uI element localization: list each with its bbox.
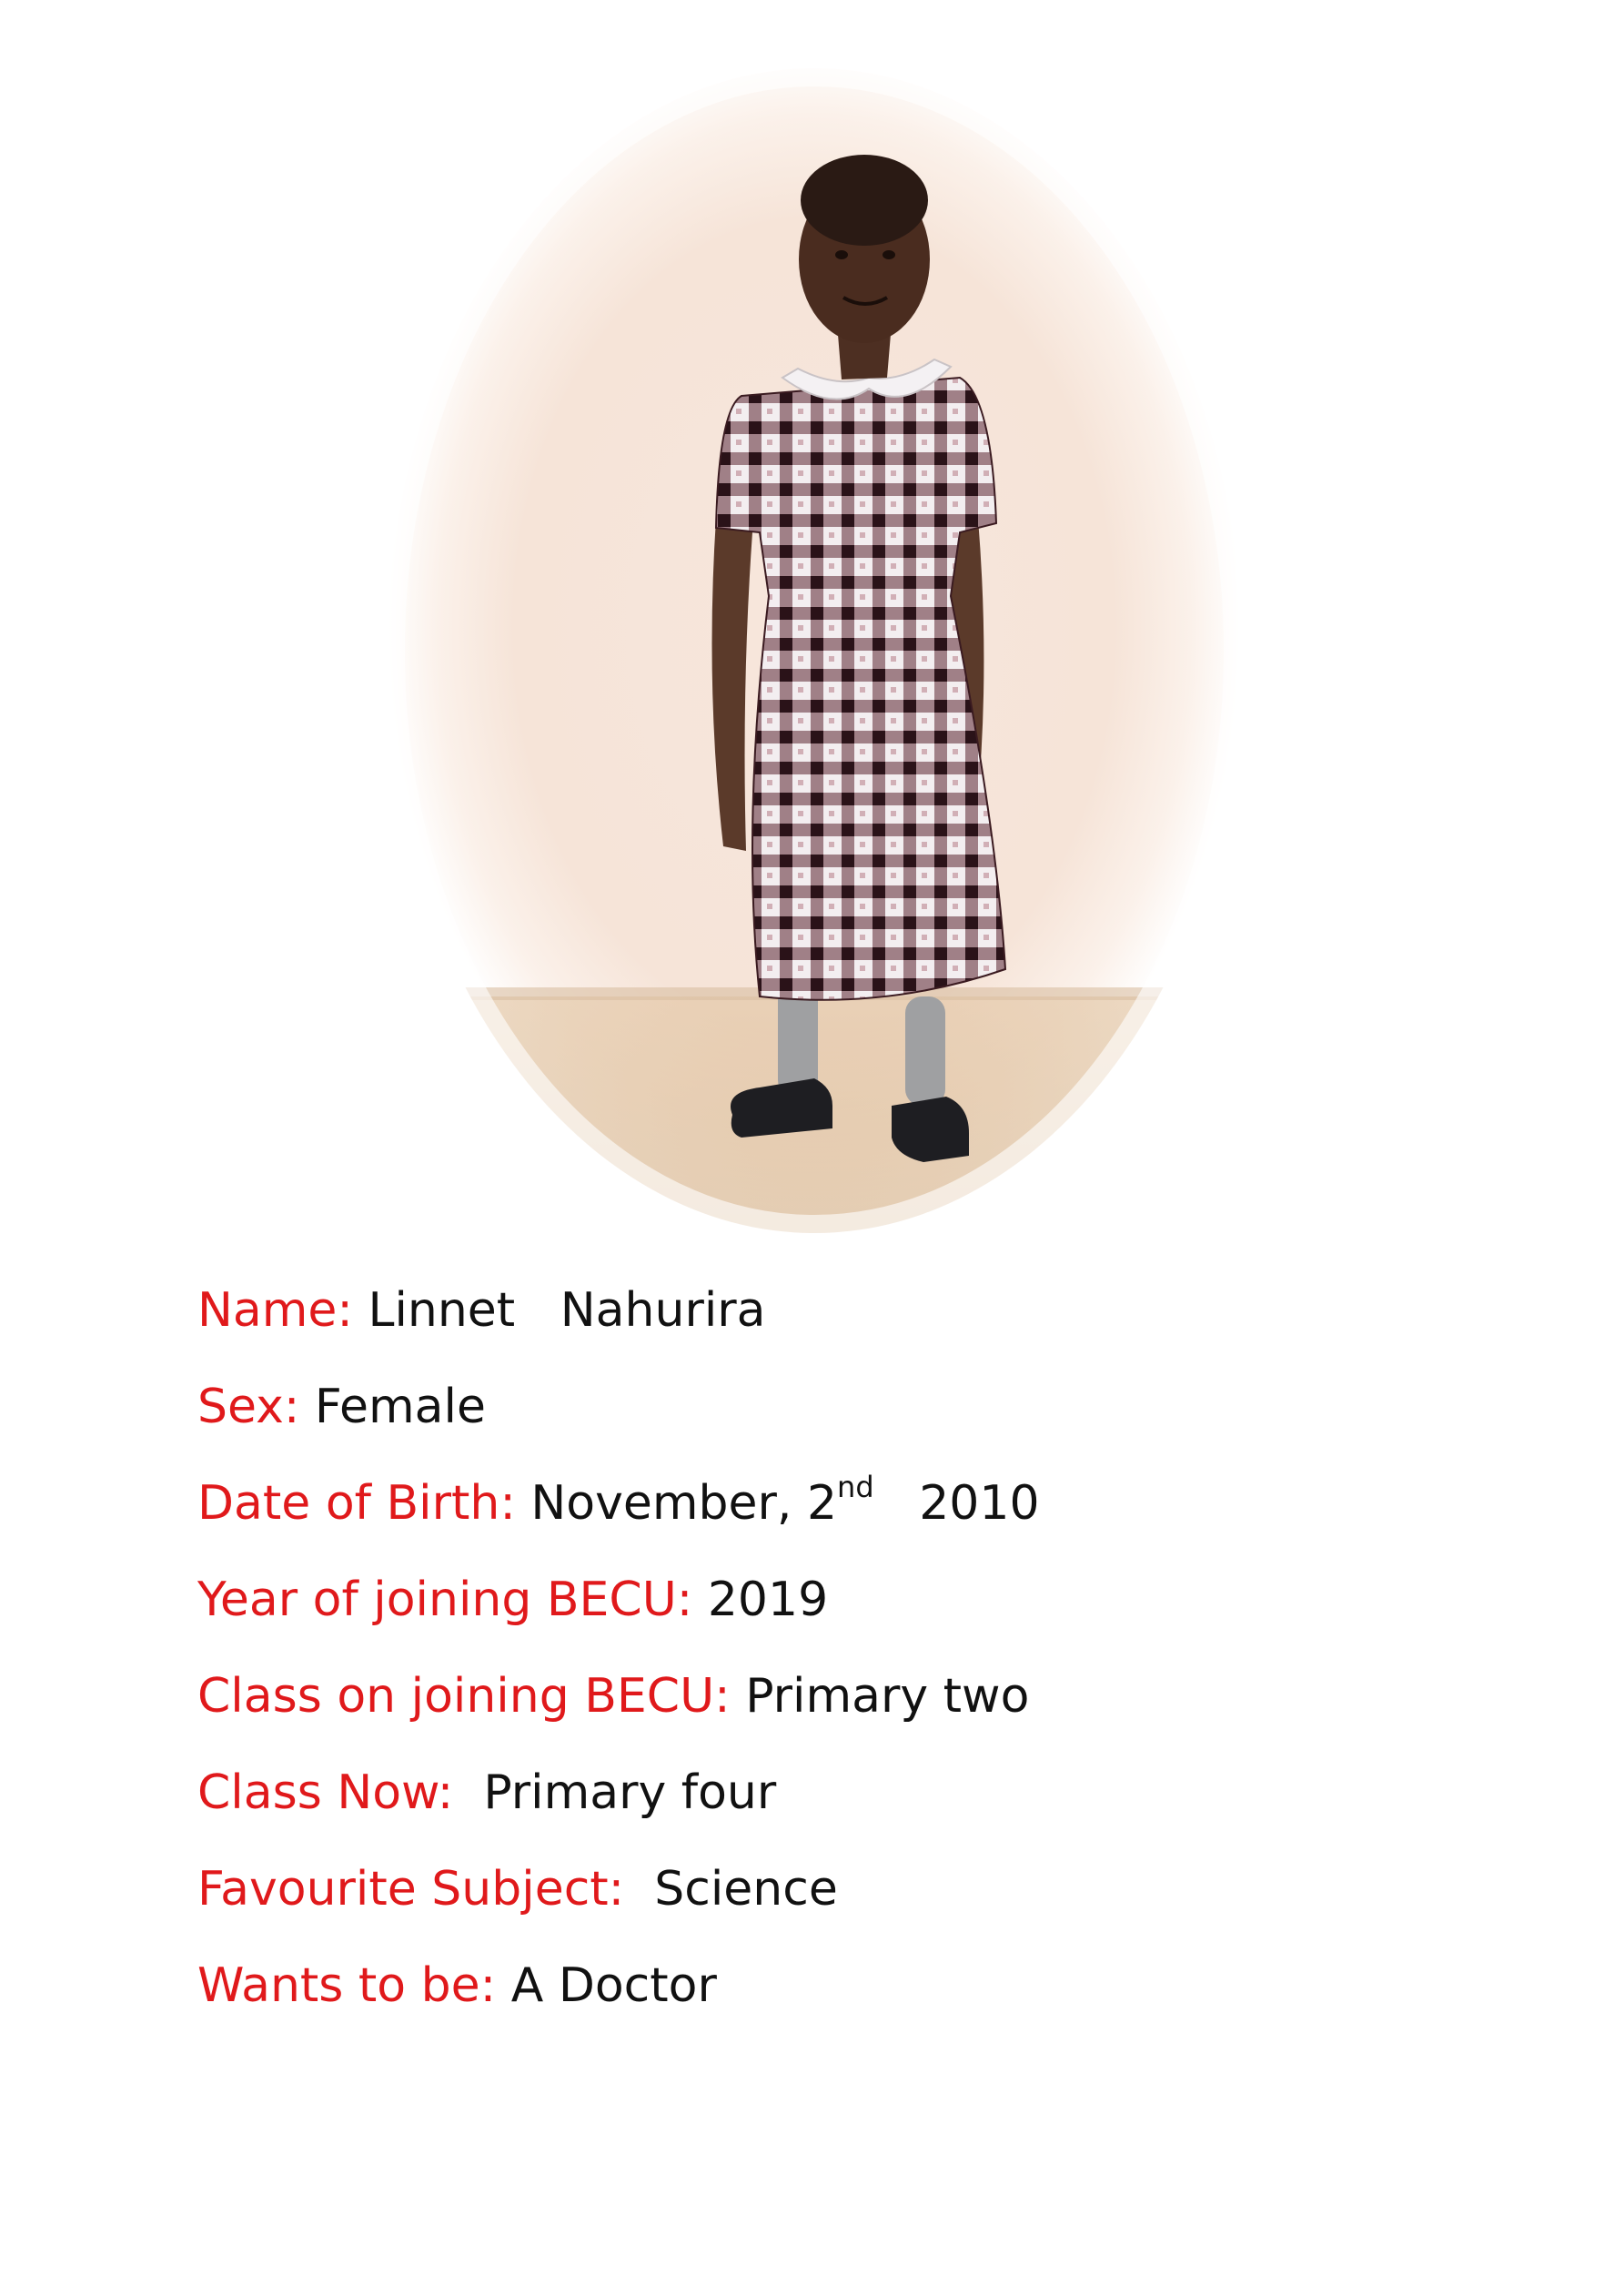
class-joined-value: Primary two: [730, 1669, 1030, 1724]
dob-row: [197, 1469, 1471, 1568]
dob-label: Date of Birth:: [197, 1476, 516, 1531]
wants-to-be-row: [197, 1954, 1471, 2050]
year-joined-label: Year of joining BECU:: [197, 1573, 693, 1627]
class-joined-label: Class on joining BECU:: [197, 1669, 731, 1724]
wants-to-be-label: Wants to be:: [197, 1958, 497, 2013]
sex-row: [197, 1375, 1471, 1472]
dob-year: 2010: [873, 1476, 1040, 1531]
year-joined-value: 2019: [692, 1573, 829, 1627]
student-profile: [197, 1279, 1471, 2050]
student-photo: [378, 50, 1251, 1233]
year-joined-row: [197, 1568, 1471, 1664]
favourite-subject-label: Favourite Subject:: [197, 1862, 625, 1917]
sex-label: Sex:: [197, 1380, 300, 1434]
favourite-subject-value: Science: [624, 1862, 838, 1917]
dob-ordinal-suffix: nd: [837, 1469, 874, 1504]
class-now-label: Class Now:: [197, 1765, 454, 1820]
class-joined-row: [197, 1664, 1471, 1761]
dob-value: November, 2: [515, 1476, 838, 1531]
wants-to-be-value: A Doctor: [496, 1958, 717, 2013]
name-label: Name:: [197, 1283, 353, 1338]
name-row: [197, 1279, 1471, 1375]
sex-value: Female: [299, 1380, 486, 1434]
name-value: Linnet Nahurira: [352, 1283, 766, 1338]
class-now-value: Primary four: [453, 1765, 777, 1820]
class-now-row: [197, 1761, 1471, 1857]
favourite-subject-row: [197, 1857, 1471, 1954]
